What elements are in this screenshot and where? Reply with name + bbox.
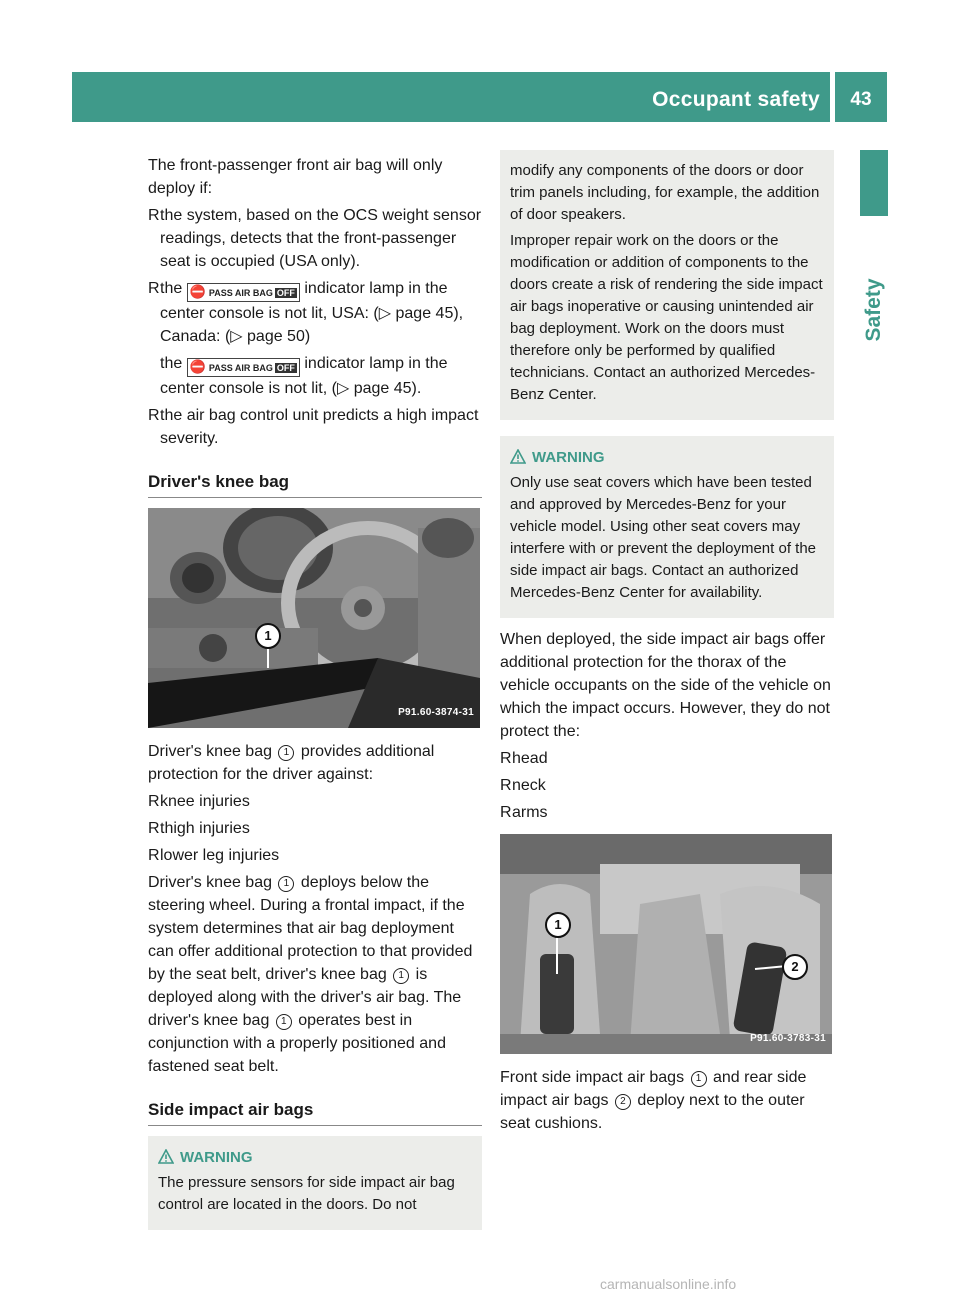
warning-text: modify any components of the doors or door trim panels including, for example, the addition of door speakers.	[510, 162, 820, 223]
bullet-mark: R	[148, 407, 160, 424]
text-run: Driver's knee bag	[148, 874, 272, 891]
seats-illustration	[500, 834, 832, 1054]
list-item	[500, 774, 834, 797]
side-tab-label: Safety	[862, 278, 885, 342]
text-run: and rear side impact air bags	[500, 1069, 807, 1109]
warning-text: Only use seat covers which have been tested and approved by Mercedes-Benz for your vehicle model. Using other seat covers may interfere with or prevent the deployment of the side impact air bags. Contact an authorized Mercedes-Benz Center for availability.	[510, 474, 817, 601]
pass-air-bag-off-indicator-icon: ⛔ PASS AIR BAG OFF	[187, 358, 300, 377]
bullet-mark: R	[500, 804, 512, 821]
bullet-text-post: indicator lamp in the center console is not lit, (▷ page 45).	[160, 355, 448, 397]
bullet-mark: R	[148, 820, 160, 837]
callout-ref-2: 2	[615, 1094, 631, 1110]
side-tab-marker	[860, 150, 888, 216]
list-item	[148, 404, 482, 450]
bullet-text: neck	[512, 777, 546, 794]
indicator-text: PASS AIR BAG	[208, 363, 273, 373]
side-airbag-photo	[500, 834, 832, 1054]
page-number: 43	[850, 89, 872, 110]
photo-reference-code: P91.60-3783-31	[750, 1033, 826, 1044]
callout-ref-1: 1	[691, 1071, 707, 1087]
warning-heading	[510, 446, 824, 469]
bullet-mark: R	[148, 793, 160, 810]
bullet-text: arms	[512, 804, 548, 821]
section-heading-side-impact: Side impact air bags	[148, 1098, 482, 1126]
bullet-text: lower leg injuries	[160, 847, 280, 864]
warning-triangle-icon	[158, 1149, 174, 1164]
bullet-mark: R	[500, 750, 512, 767]
list-item	[500, 747, 834, 770]
bullet-text: head	[512, 750, 548, 767]
text-run: Driver's knee bag	[148, 743, 272, 760]
bullet-mark: R	[148, 207, 160, 224]
list-item	[148, 844, 482, 867]
intro-paragraph: The front-passenger front air bag will only deploy if:	[148, 157, 443, 197]
warning-triangle-icon	[510, 449, 526, 464]
bullet-mark: R	[148, 847, 160, 864]
right-column	[500, 150, 834, 1139]
text-run: Front side impact air bags	[500, 1069, 685, 1086]
knee-bag-description	[148, 740, 482, 786]
bullet-text-pre: the	[160, 355, 183, 372]
warning-label: WARNING	[180, 1149, 253, 1166]
warning-box	[500, 436, 834, 618]
text-run: is deployed along with the driver's air bag. The driver's knee bag	[148, 966, 462, 1029]
warning-text: Improper repair work on the doors or the modification or addition of components to the doors create a risk of rendering the side impact air bags inoperative or causing unintended air bag deployment. Work on the doors must therefore only be performed by qualified technicians. Contact an authorized Mercedes-Benz Center.	[510, 232, 823, 403]
section-heading-knee-bag: Driver's knee bag	[148, 470, 482, 498]
side-airbag-paragraph: When deployed, the side impact air bags offer additional protection for the thorax of the vehicle occupants on the side of the vehicle on which the impact occurs. However, they do not protect the:	[500, 631, 831, 740]
dashboard-illustration	[148, 508, 480, 728]
list-item-continuation	[148, 352, 482, 400]
bullet-text: thigh injuries	[160, 820, 250, 837]
bullet-text: knee injuries	[160, 793, 250, 810]
indicator-text: PASS AIR BAG	[208, 288, 273, 298]
callout-1: 1	[545, 912, 571, 938]
list-item	[148, 790, 482, 813]
callout-ref-1: 1	[276, 1014, 292, 1030]
warning-box	[148, 1136, 482, 1230]
list-item	[148, 817, 482, 840]
page-number-box	[835, 72, 887, 122]
callout-1: 1	[255, 623, 281, 649]
indicator-off-text: OFF	[276, 363, 295, 373]
list-item	[148, 277, 482, 348]
text-run: deploys below the steering wheel. During a frontal impact, if the system determines that air bag deployment can offer additional protection to that provided by the seat belt, driver's knee bag	[148, 874, 473, 983]
list-item	[500, 801, 834, 824]
bullet-text: the air bag control unit predicts a high impact severity.	[160, 407, 479, 447]
bullet-mark: R	[500, 777, 512, 794]
text-run: deploy next to the outer seat cushions.	[500, 1092, 805, 1132]
bullet-text: the system, based on the OCS weight sensor readings, detects that the front-passenger seat is occupied (USA only).	[160, 207, 482, 270]
callout-ref-1: 1	[278, 745, 294, 761]
left-column	[148, 154, 482, 1240]
callout-2: 2	[782, 954, 808, 980]
warning-box-continued	[500, 150, 834, 420]
text-run: provides additional protection for the driver against:	[148, 743, 435, 783]
bullet-text-post: indicator lamp in the center console is not lit, USA: (▷ page 45), Canada: (▷ page 50)	[160, 280, 464, 345]
header-bar	[72, 72, 830, 122]
callout-ref-1: 1	[393, 968, 409, 984]
knee-bag-photo	[148, 508, 480, 728]
indicator-off-text: OFF	[276, 288, 295, 298]
warning-heading	[158, 1146, 472, 1169]
knee-bag-deployment-paragraph	[148, 871, 482, 1078]
warning-label: WARNING	[532, 449, 605, 466]
pass-air-bag-off-indicator-icon: ⛔ PASS AIR BAG OFF	[187, 283, 300, 302]
bullet-mark: R	[148, 280, 160, 297]
warning-text: The pressure sensors for side impact air bag control are located in the doors. Do not	[158, 1174, 455, 1213]
side-airbag-caption	[500, 1066, 834, 1135]
watermark: carmanualsonline.info	[600, 1276, 737, 1292]
list-item	[148, 204, 482, 273]
callout-ref-1: 1	[278, 876, 294, 892]
photo-reference-code: P91.60-3874-31	[398, 707, 474, 718]
section-title: Occupant safety	[652, 88, 820, 111]
bullet-text-pre: the	[160, 280, 183, 297]
text-run: operates best in conjunction with a properly positioned and fastened seat belt.	[148, 1012, 446, 1075]
